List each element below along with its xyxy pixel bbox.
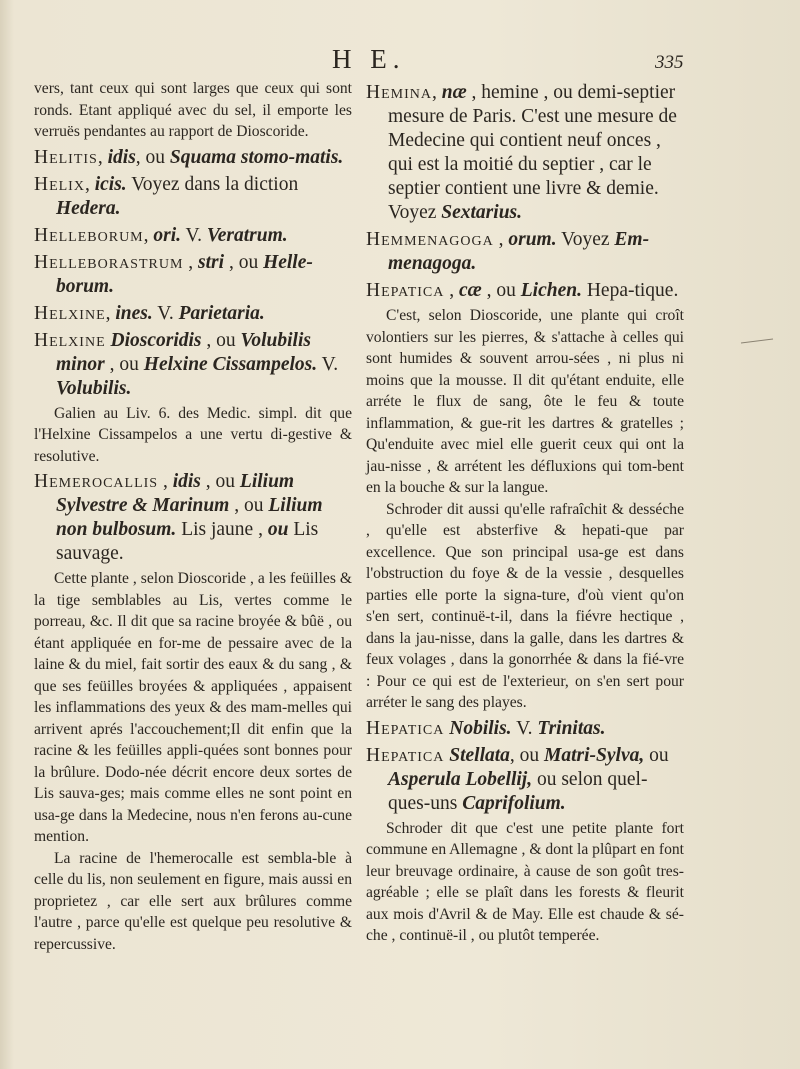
entry-hemina: Hemina, næ , hemine , ou demi-septier mesure de Paris. C'est une mesure de Medecine qui contient neuf onces , qui est la moitié du septier , car le septier contient une livre & demie. Voyez Sextarius. [366, 82, 677, 223]
headword: Helleborastrum [34, 251, 184, 273]
entry-helleborastrum: Helleborastrum , stri , ou Helle-borum. [34, 251, 313, 297]
headword: Hemina [366, 82, 432, 103]
entry-hepatica-nobilis: Hepatica Nobilis. V. Trinitas. [366, 717, 606, 739]
paragraph-continuation: vers, tant ceux qui sont larges que ceux qui sont ronds. Etant appliqué avec du sel, il emporte les verruës pendantes au rapport de Dioscoride. [34, 80, 352, 140]
paragraph: C'est, selon Dioscoride, une plante qui croît volontiers sur les pierres, & s'attache à celles qui sont humides & souvent arrou-sées , ni plus ni moins que la mousse. Il dit qu'étant enduite, elle arréte le flux de sang, ôte le feu & toute inflammation, & gue-rit les dartres & gratelles ; Qu'enduite avec miel elle guerit ceux qui ont la jau-nisse , & arrétent les défluxions qui tom-bent en la bouche & sur la langue. [366, 307, 684, 496]
left-column [34, 78, 352, 955]
entry-hemerocallis: Hemerocallis , idis , ou Lilium Sylvestre & Marinum , ou Lilium non bulbosum. Lis jaune , ou Lis sauvage. [34, 471, 323, 564]
paragraph: Galien au Liv. 6. des Medic. simpl. dit que l'Helxine Cissampelos a une vertu di-gestive & resolutive. [34, 404, 352, 465]
headword: Hepatica [366, 717, 445, 739]
paragraph: Schroder dit aussi qu'elle rafraîchit & desséche , qu'elle est absterfive & hepati-que par excellence. Que son principal usa-ge est dans l'obstruction du foye & de la vessie , desquelles parties elle porte la signa-ture, d'où vient qu'on s'en sert, continuë-t-il, dans la fiévre hectique , dans la jau-nisse, dans la galle, dans les dartres & feux volages , dans la gonorrhée & dans la fié-vre : Pour ce qui est de l'exterieur, on s'en sert pour arréter le sang des playes. [366, 500, 684, 711]
headword: Hepatica [366, 744, 445, 766]
headword: Helitis [34, 146, 98, 168]
headword: Hemmenagoga [366, 229, 494, 250]
entry-helix: Helix, icis. Voyez dans la diction Hedera. [34, 173, 299, 219]
paragraph: Schroder dit que c'est une petite plante fort commune en Allemagne , & dont la plûpart en font leur breuvage ordinaire, à cause de son goût tres-agréable ; elle se plaît dans les forests & fleurit aux mois d'Avril & de May. Elle est chaude & sé-che , continuë-il , ou plutôt temperée. [366, 819, 684, 944]
page-number: 335 [655, 52, 684, 73]
headword: Helxine [34, 329, 106, 351]
headword: Helxine [34, 302, 106, 324]
entry-hepatica: Hepatica , cæ , ou Lichen. Hepa-tique. [366, 280, 679, 301]
entry-helxine: Helxine, ines. V. Parietaria. [34, 302, 265, 324]
entry-helitis: Helitis, idis, ou Squama stomo-matis. [34, 146, 344, 168]
paragraph: Cette plante , selon Dioscoride , a les feüilles & la tige semblables au Lis, vertes comme le porreau, &c. Il dit que sa racine broyée & bûë , ou étant appliquée en for-me de pessaire avec de la laine & du miel, fait sortir des eaux & du sang , & que ses feüilles broyées & appliquées , appaisent les inflammations des yeux & des mam-melles qui arrivent aprés l'accouchement;Il dit enfin que la racine & les feüilles appli-quées sont bonnes pour la brûlure. Dodo-née décrit encore deux sortes de Lis sauva-ges; mais comme elles ne sont point en usa-ge dans la Medecine, nous n'en ferons au-cune mention. [34, 570, 352, 845]
headword: Helix [34, 173, 85, 195]
running-head-title: H E. [332, 44, 406, 74]
entry-helxine-dioscoridis: Helxine Dioscoridis , ou Volubilis minor , ou Helxine Cissampelos. V. Volubilis. [34, 329, 339, 399]
entry-hepatica-stellata: Hepatica Stellata, ou Matri-Sylva, ou Asperula Lobellij, ou selon quel-ques-uns Caprifolium. [366, 744, 669, 814]
margin-pen-mark [740, 338, 774, 344]
headword: Hepatica [366, 280, 445, 301]
headword: Helleborum [34, 224, 144, 246]
paragraph: La racine de l'hemerocalle est sembla-ble à celle du lis, non seulement en figure, mais aussi en proprietez , car elle sert aux brûlures comme l'autre , parce qu'elle est quelque peu resolutive & repercussive. [34, 849, 352, 953]
entry-helleborum: Helleborum, ori. V. Veratrum. [34, 224, 288, 246]
entry-hemmenagoga: Hemmenagoga , orum. Voyez Em-menagoga. [366, 229, 650, 274]
headword: Hemerocallis [34, 471, 159, 492]
right-column [366, 78, 684, 947]
